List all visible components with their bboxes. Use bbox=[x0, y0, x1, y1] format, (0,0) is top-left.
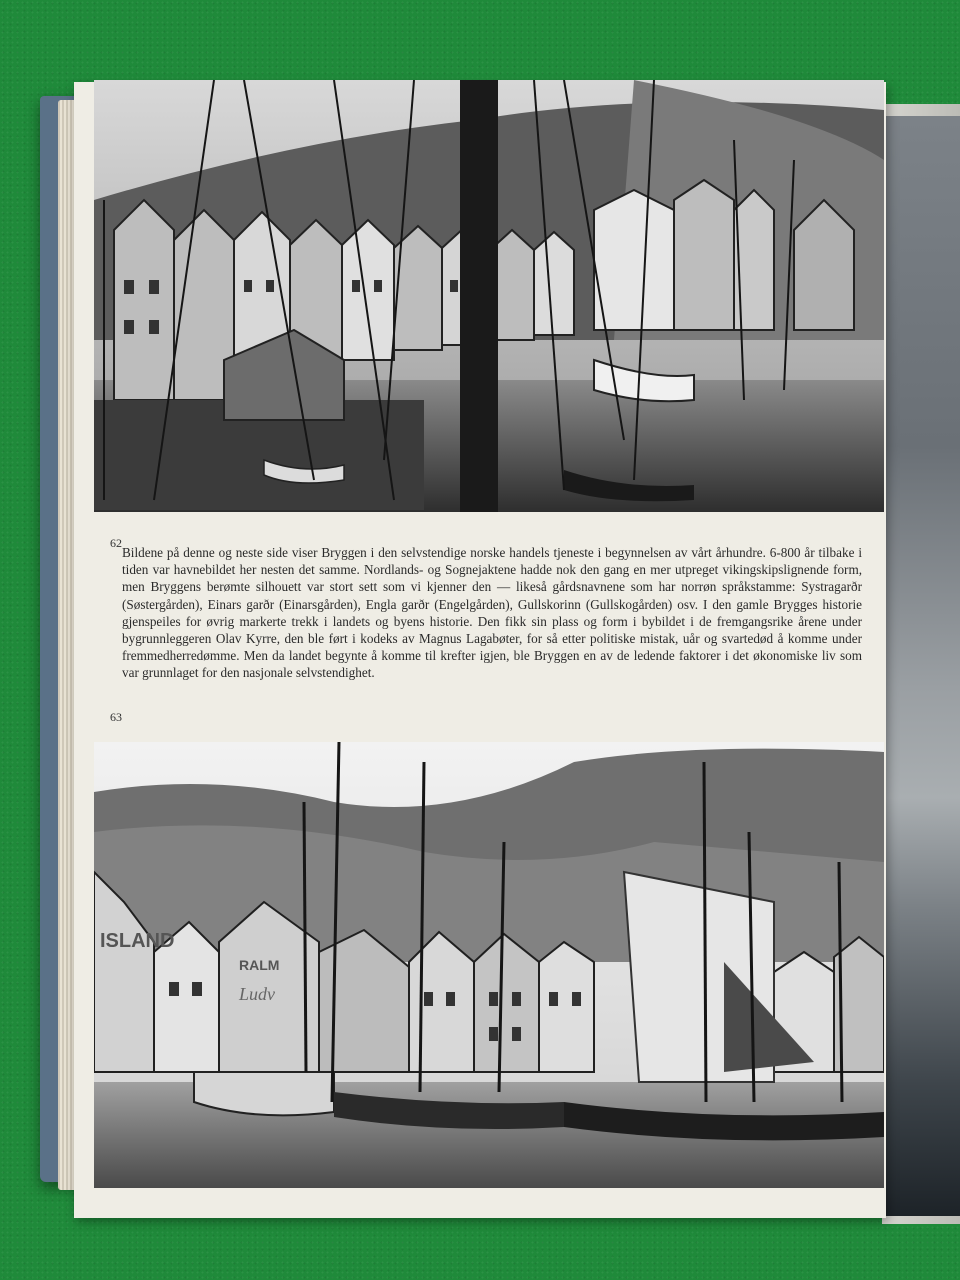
building-sign-ludv: Ludv bbox=[239, 984, 275, 1004]
facing-page-photo bbox=[886, 116, 960, 1216]
page-number-left: 62 bbox=[110, 536, 122, 550]
caption-block bbox=[98, 516, 864, 738]
harbor-photo-top bbox=[94, 80, 884, 512]
building-sign-island: ISLAND bbox=[100, 930, 175, 952]
page-number-right: 63 bbox=[110, 710, 122, 724]
caption-text: Bildene på denne og neste side viser Bryggen i den selvstendige norske handels tjeneste i begynnelsen av vårt århundre. 6-800 år tilbake i tiden var havnebildet her nesten det samme. Nordlands- og Sognejaktene hadde nok den gang en mer utpreget vikingskipslignende form, men Bryggens berømte silhouett var stort sett som vi kjenner den — likeså gårdsnavnene som har norrøn språkstamme: Systragarðr (Søstergården), Einars garðr (Einarsgården), Engla garðr (Engelgården), Gullskorinn (Gullskogården) osv. I den gamle Brygges historie gjenspeiles for øvrig markerte trekk i landets og byens historie. Den fikk sin plass og form i bybildet i de fremgangsrike årene under bygrunnleggeren Olav Kyrre, den ble ført i kodeks av Magnus Lagabøter, for så etter politiske mistak, uår og svartedød å komme under fremmedherredømme. Men da landet begynte å komme til krefter igjen, ble Bryggen en av de ledende faktorer i det økonomiske liv som var grunnlaget for den nasjonale selvstendighet. bbox=[122, 545, 862, 681]
harbor-photo-bottom bbox=[94, 742, 884, 1188]
building-sign-ralm: RALM bbox=[239, 957, 280, 973]
